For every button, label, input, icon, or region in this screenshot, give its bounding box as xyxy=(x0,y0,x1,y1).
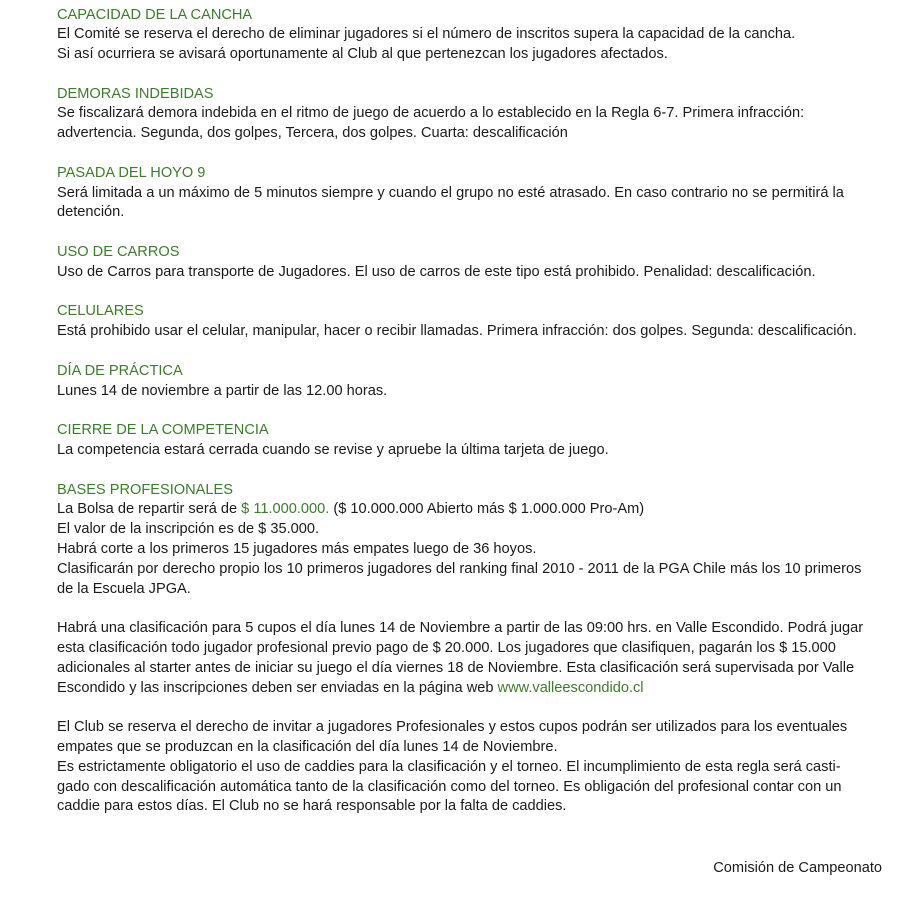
section-dia-de-practica xyxy=(57,362,897,402)
section-text-line: Uso de Carros para transporte de Jugadores. El uso de carros de este tipo está prohibido. Penalidad: descalificación. xyxy=(57,263,816,280)
club-text-line: Es estrictamente obligatorio el uso de caddies para la clasificación y el torneo. El incumplimiento de esta regla será casti- xyxy=(57,758,841,775)
section-heading: DEMORAS INDEBIDAS xyxy=(57,85,214,102)
club-text-line: El Club se reserva el derecho de invitar a jugadores Profesionales y estos cupos podrán ser utilizados para los eventuales xyxy=(57,719,848,736)
section-text-line: Habrá corte a los primeros 15 jugadores más empates luego de 36 hoyos. xyxy=(57,541,537,558)
section-text-line: Clasificarán por derecho propio los 10 primeros jugadores del ranking final 2010 - 2011 de la PGA Chile más los 10 primeros xyxy=(57,560,862,577)
purse-amount: $ 11.000.000. xyxy=(241,501,330,518)
section-heading: CIERRE DE LA COMPETENCIA xyxy=(57,422,269,439)
paragraph-gap xyxy=(57,599,897,619)
section-text-line: Se fiscalizará demora indebida en el ritmo de juego de acuerdo a lo establecido en la Regla 6-7. Primera infracción: xyxy=(57,105,805,122)
section-celulares xyxy=(57,302,897,342)
section-text-line: Está prohibido usar el celular, manipular, hacer o recibir llamadas. Primera infracción: dos golpes. Segunda: descalificación. xyxy=(57,323,857,340)
website-link[interactable]: www.valleescondido.cl xyxy=(497,679,644,696)
section-text-line: detención. xyxy=(57,204,125,221)
section-bases-profesionales xyxy=(57,481,897,818)
section-text-line: El Comité se reserva el derecho de eliminar jugadores si el número de inscritos supera la capacidad de la cancha. xyxy=(57,26,796,43)
section-text-line: Será limitada a un máximo de 5 minutos siempre y cuando el grupo no esté atrasado. En caso contrario no se permitirá la xyxy=(57,184,844,201)
section-pasada-hoyo-9 xyxy=(57,164,897,223)
section-heading: USO DE CARROS xyxy=(57,244,180,261)
qualifier-last-prefix: Escondido y las inscripciones deben ser enviadas en la página web xyxy=(57,679,498,696)
club-text-line: caddie para estos días. El Club no se hará responsable por la falta de caddies. xyxy=(57,798,567,815)
signature: Comisión de Campeonato xyxy=(713,860,882,876)
section-capacidad xyxy=(57,6,897,65)
qualifier-text-line: esta clasificación todo jugador profesional previo pago de $ 20.000. Los jugadores que clasifiquen, pagarán los $ 15.000 xyxy=(57,640,836,656)
section-text-line: El valor de la inscripción es de $ 35.000. xyxy=(57,521,320,538)
rules-document xyxy=(57,6,897,837)
section-heading: CELULARES xyxy=(57,303,144,320)
qualifier-text-line: Habrá una clasificación para 5 cupos el día lunes 14 de Noviembre a partir de las 09:00 hrs. en Valle Escondido. Podrá jugar xyxy=(57,620,864,637)
section-text-line: de la Escuela JPGA. xyxy=(57,580,191,597)
section-cierre-competencia xyxy=(57,421,897,461)
qualifier-text-line: adicionales al starter antes de iniciar su juego el día viernes 18 de Noviembre. Esta clasificación será supervisada por Valle xyxy=(57,659,855,676)
section-text-line: Lunes 14 de noviembre a partir de las 12.00 horas. xyxy=(57,382,388,399)
purse-line xyxy=(57,500,897,520)
section-heading: BASES PROFESIONALES xyxy=(57,481,233,498)
club-text-line: gado con descalificación automática tanto de la clasificación como del torneo. Es obligación del profesional contar con un xyxy=(57,778,842,795)
section-demoras xyxy=(57,85,897,144)
qualifier-last-line xyxy=(57,679,897,699)
purse-prefix: La Bolsa de repartir será de xyxy=(57,501,242,518)
club-text-line: empates que se produzcan en la clasificación del día lunes 14 de Noviembre. xyxy=(57,738,558,755)
section-text-line: Si así ocurriera se avisará oportunamente al Club al que pertenezcan los jugadores afectados. xyxy=(57,46,668,63)
section-uso-de-carros xyxy=(57,243,897,283)
section-text-line: La competencia estará cerrada cuando se revise y apruebe la última tarjeta de juego. xyxy=(57,442,609,459)
purse-suffix: ($ 10.000.000 Abierto más $ 1.000.000 Pro-Am) xyxy=(329,501,645,518)
section-heading: CAPACIDAD DE LA CANCHA xyxy=(57,6,253,23)
section-heading: DÍA DE PRÁCTICA xyxy=(57,362,183,379)
section-text-line: advertencia. Segunda, dos golpes, Tercera, dos golpes. Cuarta: descalificación xyxy=(57,125,568,142)
section-heading: PASADA DEL HOYO 9 xyxy=(57,164,206,181)
paragraph-gap xyxy=(57,698,897,718)
